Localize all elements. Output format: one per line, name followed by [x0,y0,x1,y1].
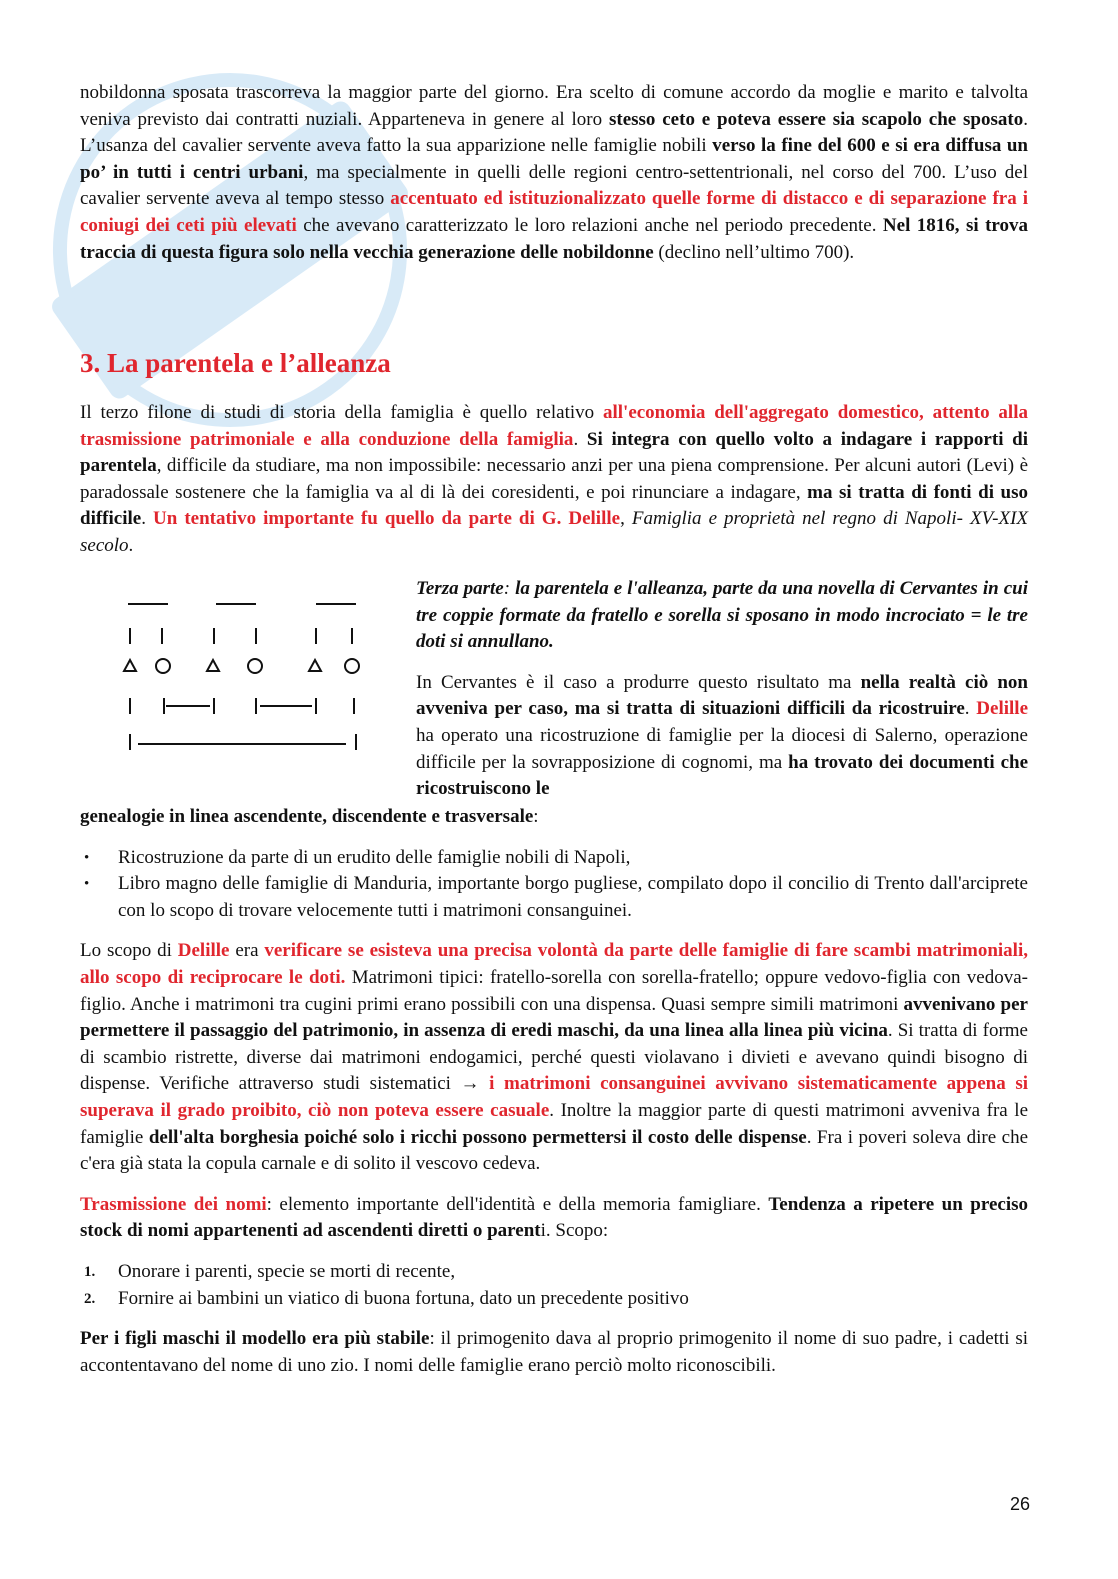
text-run: In Cervantes è il caso a produrre questo risultato ma [416,671,861,693]
text-run: accentuato ed istituzionalizzato quelle forme di distacco e di separazione fra i coniugi dei ceti più elevati [80,188,1028,236]
paragraph-terzo-filone [80,400,1028,560]
paragraph-genealogie [80,804,1028,831]
text-run: stesso ceto e poteva essere sia scapolo che sposato [608,108,1024,130]
text-run: : [503,578,516,599]
female-circle-icon [248,659,262,673]
text-run: : [533,806,539,827]
paragraph-trasmissione-nomi [80,1192,1028,1245]
text-run: verificare se esisteva una precisa volontà da parte delle famiglie di fare scambi matrimoniali, allo scopo di reciprocare le doti. [80,940,1028,988]
text-run: nobildonna sposata trascorreva la maggior parte del giorno. Era scelto di comune accordo da moglie e marito e talvolta veniva previsto dai contratti nuziali. Apparteneva in genere al loro [80,82,1028,130]
text-run: : il primogenito dava al proprio primogenito il nome di suo padre, i cadetti si accontentavano del nome di uno zio. I nomi delle famiglie erano perciò molto riconoscibili. [80,1328,1029,1376]
female-circle-icon [156,659,170,673]
paragraph-figli-maschi [80,1326,1028,1379]
text-run: Nel 1816, si trova traccia di questa figura solo nella vecchia generazione delle nobildonne [80,214,1029,263]
male-triangle-icon [124,660,136,671]
text-run: Per i figli maschi il modello era più stabile [80,1328,430,1350]
text-run: . L’usanza del cavalier servente aveva fatto la sua apparizione nelle famiglie nobili [80,108,1028,157]
text-run: Trasmissione dei nomi [80,1193,267,1215]
male-triangle-icon [309,660,321,671]
text-run: all'economia dell'aggregato domestico, attento alla trasmissione patrimoniale e alla conduzione della famiglia [80,402,1028,450]
text-run: nella realtà ciò non avveniva per caso, ma si tratta di situazioni difficili da ricostruire [416,671,1028,720]
text-run: . [964,698,977,720]
text-run: Delille [976,698,1028,720]
list-item: 2. Fornire ai bambini un viatico di buona fortuna, dato un precedente positivo [84,1287,689,1309]
text-run: : elemento importante dell'identità e della memoria famigliare. [266,1193,769,1215]
text-run: . Inoltre la maggior parte di questi matrimoni avveniva fra le famiglie [80,1099,1028,1148]
text-run: . [573,428,587,450]
text-run: ha operato una ricostruzione di famiglie per la diocesi di Salerno, operazione difficile per la sovrapposizione di cognomi, ma [416,724,1028,773]
intro-block [80,400,1028,560]
text-run: , [620,508,632,530]
text-run: Lo scopo di [80,940,178,962]
text-run: . Si tratta di forme di scambio ristrette, diverse dai matrimoni endogamici, perché questi violavano i divieti e avevano quindi bisogno di dispense. Verifiche attraverso studi sistematici → [80,1020,1028,1095]
text-run: , difficile da studiare, ma non impossibile: necessario anzi per una piena comprensione. Per alcuni autori (Levi) è paradossale sostenere che la famiglia va al di là dei coresidenti, e poi rinunciare a indagare, [80,455,1028,503]
paragraph-cervantes [416,670,1028,803]
source-list [80,845,1028,925]
kinship-diagram-svg [110,588,370,758]
list-item: • Libro magno delle famiglie di Manduria, importante borgo pugliese, compilato dopo il concilio di Trento dall'arciprete con lo scopo di trovare velocemente tutti i matrimoni consanguinei. [80,871,1028,924]
text-run: Famiglia e proprietà nel regno di Napoli- XV-XIX secolo [80,508,1029,556]
text-run: Un tentativo importante fu quello da parte di G. Delille [153,508,621,530]
text-run: i. Scopo: [540,1220,609,1242]
text-run: . [128,534,134,556]
text-run: Delille [177,940,230,962]
text-run: avvenivano per permettere il passaggio del patrimonio, in assenza di eredi maschi, da una linea alla linea più vicina [80,993,1028,1042]
page-body [80,80,1028,266]
male-triangle-icon [207,660,219,671]
cervantes-box [416,576,1028,803]
text-run: Matrimoni tipici: fratello-sorella con sorella-fratello; oppure vedovo-figlia con vedova-figlio. Anche i matrimoni tra cugini primi erano possibili con una dispensa. Quasi sempre simili matrimoni [80,966,1028,1015]
text-run: la parentela e l'alleanza, parte da una novella di Cervantes in cui tre coppie formate da fratello e sorella si sposano in modo incrociato = le tre doti si annullano. [416,578,1028,653]
kinship-diagram [110,588,370,758]
text-run: . Fra i poveri soleva dire che c'era già stata la copula carnale e di solito il vescovo cedeva. [80,1126,1029,1175]
scopo-list [80,1259,1028,1312]
genealogie-block [80,804,1028,1379]
paragraph-cavalier-servente [80,80,1028,266]
text-run: Terza parte [416,578,504,599]
list-item: 1. Onorare i parenti, specie se morti di recente, [84,1260,456,1282]
list-item: • Ricostruzione da parte di un erudito delle famiglie nobili di Napoli, [80,845,1028,872]
section-heading: 3. La parentela e l’alleanza [80,348,391,378]
text-run: Si integra con quello volto a indagare i rapporti di parentela [80,428,1029,477]
text-run: verso la fine del 600 e si era diffusa un po’ in tutti i centri urbani [80,135,1028,183]
page-number: 26 [1009,1494,1030,1514]
text-run: dell'alta borghesia poiché solo i ricchi possono permettersi il costo delle dispense [148,1126,807,1148]
text-run: , ma specialmente in quelli delle regioni centro-settentrionali, nel corso del 700. L’uso del cavalier servente aveva al tempo stesso [80,161,1029,210]
text-run: che avevano caratterizzato le loro relazioni anche nel periodo precedente. [296,214,883,236]
text-run: ma si tratta di fonti di uso difficile [80,481,1028,530]
text-run: i matrimoni consanguinei avvivano sistematicamente appena si superava il grado proibito, ciò non poteva essere casuale [80,1073,1028,1121]
text-run: . [141,508,153,530]
text-run: era [229,940,265,962]
text-run: ha trovato dei documenti che ricostruiscono le [416,751,1028,800]
female-circle-icon [345,659,359,673]
paragraph-terza-parte [416,576,1028,656]
paragraph-scopo-delille [80,938,1028,1177]
text-run: (declino nell’ultimo 700). [653,241,855,263]
text-run: Il terzo filone di studi di storia della famiglia è quello relativo [80,402,603,423]
text-run: Tendenza a ripetere un preciso stock di nomi appartenenti ad ascendenti diretti o parent [80,1193,1028,1242]
text-run: genealogie in linea ascendente, discendente e trasversale [80,806,534,827]
